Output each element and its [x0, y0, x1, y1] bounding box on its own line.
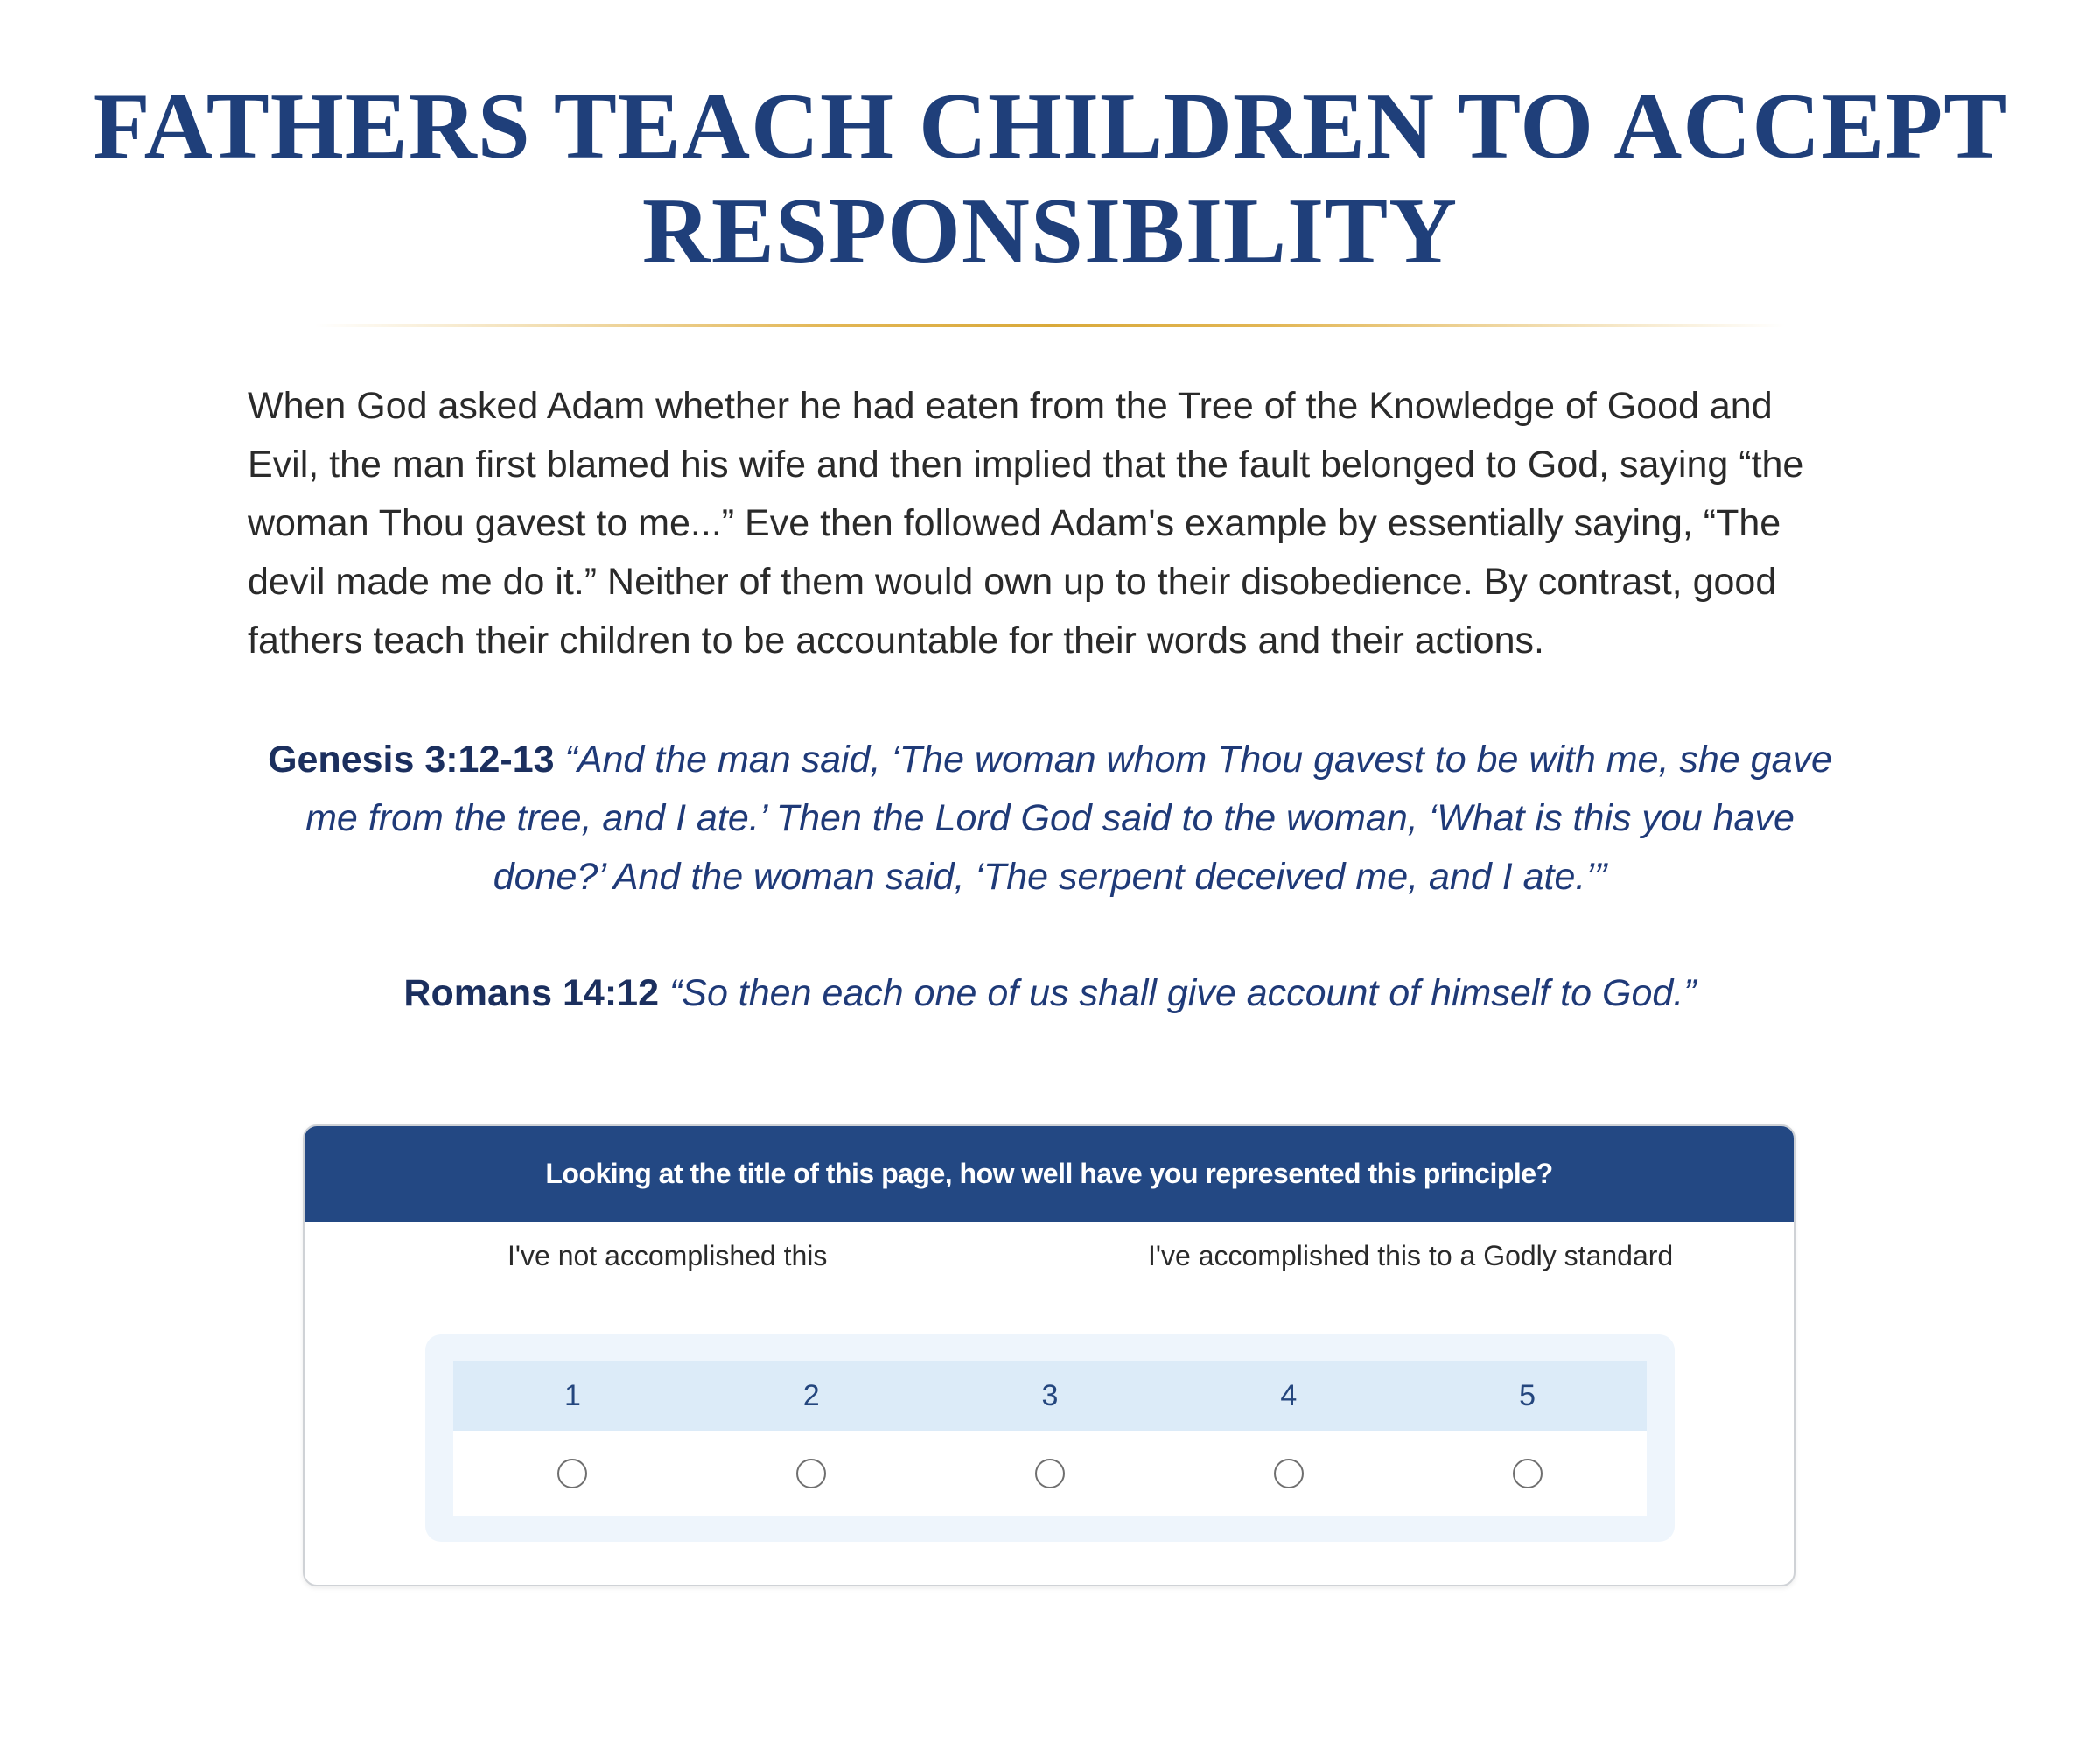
- rating-radio-2[interactable]: [796, 1459, 826, 1488]
- rating-number-4: 4: [1280, 1378, 1298, 1412]
- scale-high-label: I've accomplished this to a Godly standard: [1148, 1240, 1674, 1271]
- rating-question: Looking at the title of this page, how well have you represented this principle?: [304, 1126, 1794, 1222]
- rating-radio-row: [453, 1431, 1647, 1516]
- verse-text: “So then each one of us shall give account of himself to God.”: [659, 972, 1697, 1014]
- rating-number-2: 2: [802, 1378, 820, 1412]
- verse-romans: [262, 964, 1838, 1023]
- rating-table: [453, 1361, 1647, 1516]
- verse-genesis: [262, 731, 1838, 906]
- rating-number-3: 3: [1041, 1378, 1059, 1412]
- rating-card: [303, 1124, 1796, 1586]
- verse-reference: Romans 14:12: [403, 972, 659, 1014]
- verse-text: “And the man said, ‘The woman whom Thou gavest to be with me, she gave me from the tree, and I ate.’ Then the Lord God said to the woman, ‘What is this you have done?’ And the woman said, ‘The serpent deceived me, and I ate.’”: [305, 738, 1832, 898]
- verse-reference: Genesis 3:12-13: [268, 738, 555, 780]
- rating-number-1: 1: [564, 1378, 581, 1412]
- rating-radio-1[interactable]: [557, 1459, 587, 1488]
- gold-divider: [315, 324, 1785, 327]
- rating-scale-header: [453, 1361, 1647, 1431]
- page-title: FATHERS TEACH CHILDREN TO ACCEPT RESPONSIBILITY: [92, 74, 2008, 284]
- intro-paragraph: When God asked Adam whether he had eaten from the Tree of the Knowledge of Good and Evil, the man first blamed his wife and then implied that the fault belonged to God, saying “the woman Thou gavest to me...” Eve then followed Adam's example by essentially saying, “The devil made me do it.” Neither of them would own up to their disobedience. By contrast, good fathers teach their children to be accountable for their words and their actions.: [248, 385, 1804, 662]
- rating-number-5: 5: [1519, 1378, 1536, 1412]
- rating-scale: [425, 1334, 1675, 1542]
- rating-radio-4[interactable]: [1274, 1459, 1304, 1488]
- scale-low-label: I've not accomplished this: [508, 1240, 828, 1271]
- rating-radio-5[interactable]: [1513, 1459, 1543, 1488]
- rating-radio-3[interactable]: [1035, 1459, 1065, 1488]
